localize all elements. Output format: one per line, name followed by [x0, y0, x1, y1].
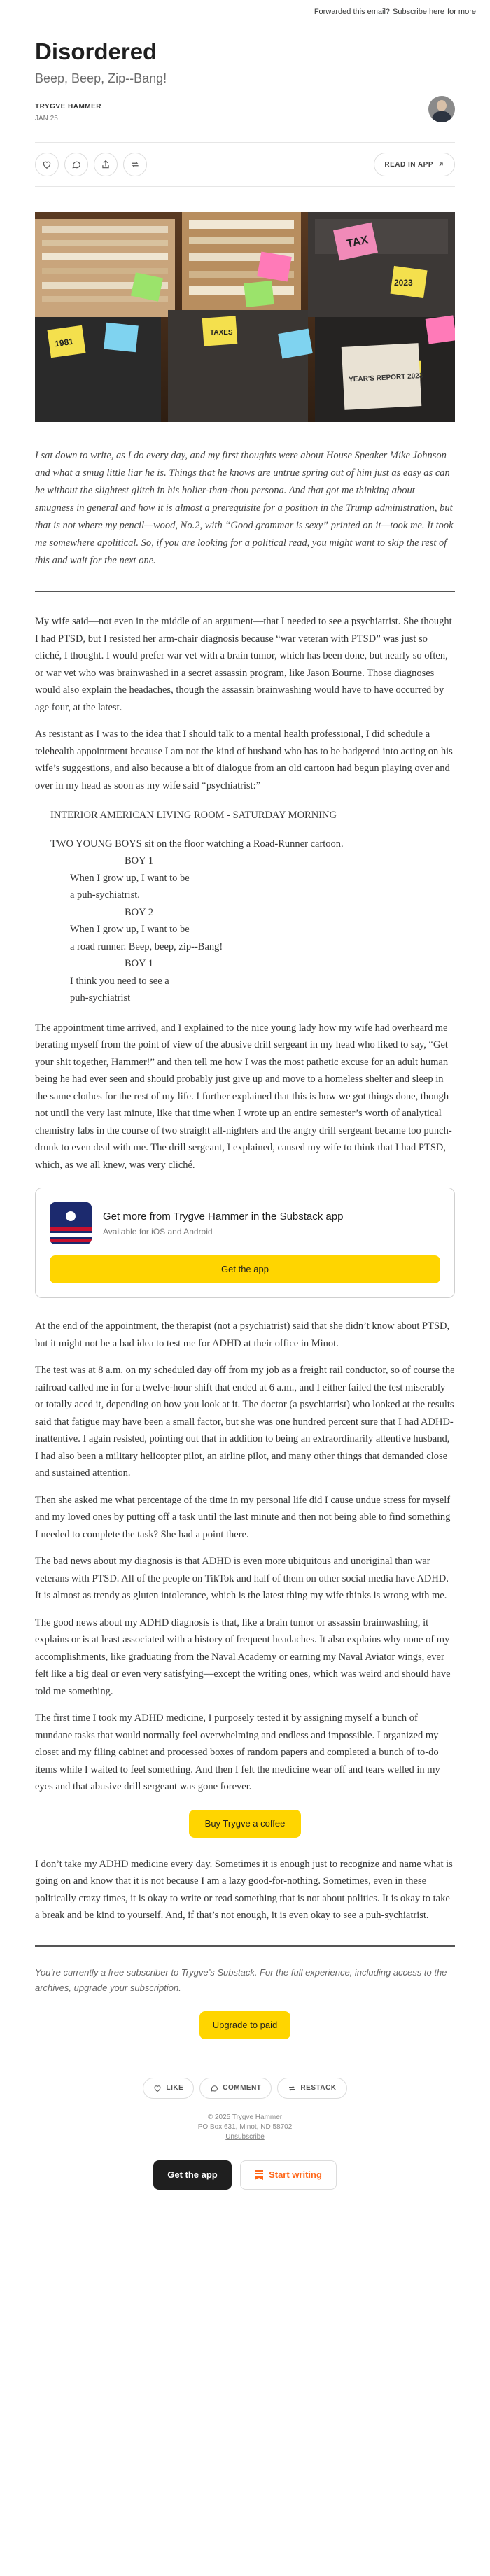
buy-coffee-button[interactable]: Buy Trygve a coffee	[189, 1810, 301, 1838]
get-app-button[interactable]: Get the app	[50, 1255, 440, 1283]
screenplay-heading: INTERIOR AMERICAN LIVING ROOM - SATURDAY MORNING	[50, 810, 337, 821]
footer-comment-button[interactable]	[200, 2078, 272, 2099]
post-column	[35, 38, 455, 2190]
app-promo-card	[35, 1188, 455, 1298]
restack-icon	[288, 2084, 296, 2092]
restack-label: RESTACK	[300, 2084, 337, 2092]
article-body	[35, 613, 455, 794]
substack-logo-icon	[255, 2170, 263, 2180]
post-title[interactable]: Disordered	[35, 38, 158, 64]
author-name[interactable]: TRYGVE HAMMER	[35, 103, 102, 111]
screenplay-block	[35, 807, 455, 1007]
paragraph: At the end of the appointment, the therapist (not a psychiatrist) said that she didn’t know about PTSD, but it might not be a bad idea to test me for ADHD at their office in Minot.	[35, 1321, 450, 1349]
upgrade-button[interactable]: Upgrade to paid	[200, 2011, 290, 2039]
hero-report-label: YEAR'S REPORT 2023	[348, 372, 424, 384]
postal-address: PO Box 631, Minot, ND 58702	[197, 2123, 293, 2131]
paragraph: The first time I took my ADHD medicine, I purposely tested it by assigning myself a bunch of mundane tasks that would normally feel overwhelming and endless and impossible. I organized my closet and my filing cabinet and processed boxes of random papers and completed a bunch of to-do items while I waited to feel something. And then I felt the medicine wear off and tears welled in my eyes and that abusive drill sergeant was gone forever.	[35, 1712, 440, 1792]
section-divider	[35, 591, 455, 592]
hero-note-tax: TAX	[345, 234, 370, 251]
avatar[interactable]	[428, 96, 455, 122]
footer-get-app-button[interactable]: Get the app	[153, 2160, 232, 2190]
bottom-buttons	[35, 2160, 455, 2190]
paragraph: As resistant as I was to the idea that I should talk to a mental health professional, I did schedule a telehealth appointment because I am not the kind of husband who has to be badgered into acting on his wife’s suggestions, and also because a bit of dialogue from an old cartoon had begun playing over and over in my head as soon as my wife said “psychiatrist:”	[35, 729, 453, 791]
share-icon	[101, 160, 111, 169]
paragraph: The good news about my ADHD diagnosis is that, like a brain tumor or assassin brainwashing, it explains or is at least associated with a history of frequent headaches. It also explains why none of my accomplishments, like graduating from the Naval Academy or earning my Naval Aviator wings, ever felt like a big deal or even very satisfying—except the writing ones, which was weird and should have told me something.	[35, 1617, 451, 1697]
screenplay-line: a puh-sychiatrist.	[70, 889, 140, 901]
heart-icon	[42, 160, 52, 169]
footer-restack-button[interactable]	[277, 2078, 346, 2099]
start-writing-label: Start writing	[269, 2169, 322, 2180]
article-body-2	[35, 1020, 455, 1174]
article-body-3	[35, 1318, 455, 1796]
tax-folders-illustration	[35, 212, 455, 422]
screenplay-line: a road runner. Beep, beep, zip--Bang!	[70, 941, 223, 952]
paragraph: I don’t take my ADHD medicine every day. Sometimes it is enough just to recognize and name what is going on and know that it is not because I am a lazy good-for-nothing. Sometimes, even in these politically crazy times, it is okay to write or read something that is not about politics. It is okay to take a break and be kind to yourself. And, if that’s not enough, it is even okay to see a puh-sychiatrist.	[35, 1858, 453, 1921]
start-writing-button[interactable]	[240, 2160, 337, 2190]
subscribe-link[interactable]: Subscribe here	[393, 8, 445, 16]
screenplay-character: BOY 2	[125, 906, 153, 918]
restack-icon	[130, 160, 140, 169]
comment-button[interactable]	[64, 153, 88, 176]
app-promo-title: Get more from Trygve Hammer in the Substack app	[103, 1210, 344, 1223]
read-in-app-label: READ IN APP	[384, 160, 433, 169]
publication-logo	[50, 1202, 92, 1244]
unsubscribe-link[interactable]: Unsubscribe	[225, 2132, 265, 2141]
footer-like-button[interactable]	[143, 2078, 194, 2099]
copyright: © 2025 Trygve Hammer	[207, 2113, 283, 2121]
comment-icon	[210, 2084, 218, 2092]
subscription-text: You’re currently a free subscriber to Trygve’s Substack. For the full experience, including access to the archives, upgrade your subscription.	[35, 1966, 447, 1993]
paragraph: The bad news about my diagnosis is that ADHD is even more ubiquitous and unoriginal than war veterans with PTSD. All of the people on TikTok and half of them on other social media have ADHD. It is almost as trendy as gluten intolerance, which is the latest thing my wife thinks is wrong with me.	[35, 1556, 449, 1601]
like-label: LIKE	[166, 2084, 184, 2092]
restack-button[interactable]	[123, 153, 147, 176]
comment-label: COMMENT	[223, 2084, 262, 2092]
paragraph: The test was at 8 a.m. on my scheduled day off from my job as a freight rail conductor, so of course the railroad called me in for a twelve-hour shift that ended at 6 a.m., and I either failed the test miserably or totally aced it, depending on how you look at it. The doctor (a psychiatrist) who looked at the results said that fatigue may have been a small factor, but she was one hundred percent sure that I had ADHD-inattentive. I again resisted, pointing out that in addition to being an extraordinarily attentive husband, I had also been a military helicopter pilot, an airline pilot, and many other things that demanded close and sustained attention.	[35, 1365, 455, 1479]
avatar-head	[437, 100, 447, 111]
intro-italic: I sat down to write, as I do every day, and my first thoughts were about House Speaker Mike Johnson and what a smug little liar he is. Things that he knows are untrue spring out of him just as easy as can be without the slightest glitch in his holier-than-thou persona. And that got me thinking about smugness in general and how it is almost a prerequisite for a position in the Trump administration, but that is not where my pencil—wood, No.2, with “Good grammar is sexy” printed on it—took me. It took me somewhere apolitical. So, if you are looking for a political read, you might want to skip the rest of this and wait for the next one.	[35, 450, 454, 566]
hero-image[interactable]	[35, 212, 455, 422]
subscription-notice	[35, 1945, 455, 2039]
forward-suffix: for more	[447, 8, 476, 16]
share-button[interactable]	[94, 153, 118, 176]
external-arrow-icon	[438, 161, 444, 168]
screenplay-line: When I grow up, I want to be	[70, 872, 190, 884]
hero-note-2023: 2023	[394, 278, 413, 288]
paragraph: The appointment time arrived, and I explained to the nice young lady how my wife had overheard me berating myself from the point of view of the abusive drill sergeant in my head who liked to say, “Get your shit together, Hammer!” and then tell me how I was the most pathetic excuse for an adult human being he had ever seen and should probably just give up and move to a homeless shelter and sleep in the same clothes for the rest of my life. I further explained that this is how we got things done, though not until the very last minute, like that time when I wrote up an entire semester’s worth of analytical chemistry labs in the course of two straight all-nighters and the angry drill sergeant became too punch-drunk to even deal with me. The drill sergeant, I explained, caused my wife to think that I had PTSD, which, as we all knew, was very cliché.	[35, 1022, 452, 1171]
forward-bar	[0, 0, 490, 24]
like-button[interactable]	[35, 153, 59, 176]
forward-prefix: Forwarded this email?	[314, 8, 391, 16]
screenplay-line: I think you need to see a	[70, 975, 169, 987]
screenplay-line: When I grow up, I want to be	[70, 924, 190, 935]
byline	[35, 103, 455, 122]
legal-footer	[35, 2113, 455, 2142]
hero-note-1981: 1981	[54, 336, 74, 349]
hero-note-taxes: TAXES	[210, 329, 233, 337]
comment-icon	[71, 160, 81, 169]
footer-actions	[35, 2062, 455, 2099]
read-in-app-button[interactable]	[374, 153, 455, 176]
post-subtitle: Beep, Beep, Zip--Bang!	[35, 71, 167, 85]
paragraph: My wife said—not even in the middle of an argument—that I needed to see a psychiatrist. She thought I had PTSD, but I resisted her arm-chair diagnosis because “war veteran with PTSD” was just so cliché, I thought. I would prefer war vet with a brain tumor, which has been done, but nearly so often, or war vet who was brainwashed in a secret assassin program, like Jason Bourne. Those diagnoses would also explain the headaches, though the assassin brainwashing would have to have occurred by age four, at the latest.	[35, 616, 452, 713]
screenplay-line: puh-sychiatrist	[70, 992, 131, 1004]
flag-logo-icon	[50, 1202, 92, 1244]
screenplay-action: TWO YOUNG BOYS sit on the floor watching a Road-Runner cartoon.	[50, 838, 344, 850]
heart-icon	[153, 2084, 162, 2092]
app-promo-subtitle: Available for iOS and Android	[103, 1226, 213, 1237]
post-date: JAN 25	[35, 115, 58, 122]
screenplay-character: BOY 1	[125, 855, 153, 866]
avatar-body	[432, 111, 451, 122]
paragraph: Then she asked me what percentage of the time in my personal life did I cause undue stress for myself and my loved ones by putting off a task until the last minute and then not being able to find something I needed to complete the task? She had a point there.	[35, 1494, 451, 1540]
action-bar	[35, 142, 455, 187]
screenplay-character: BOY 1	[125, 958, 153, 969]
